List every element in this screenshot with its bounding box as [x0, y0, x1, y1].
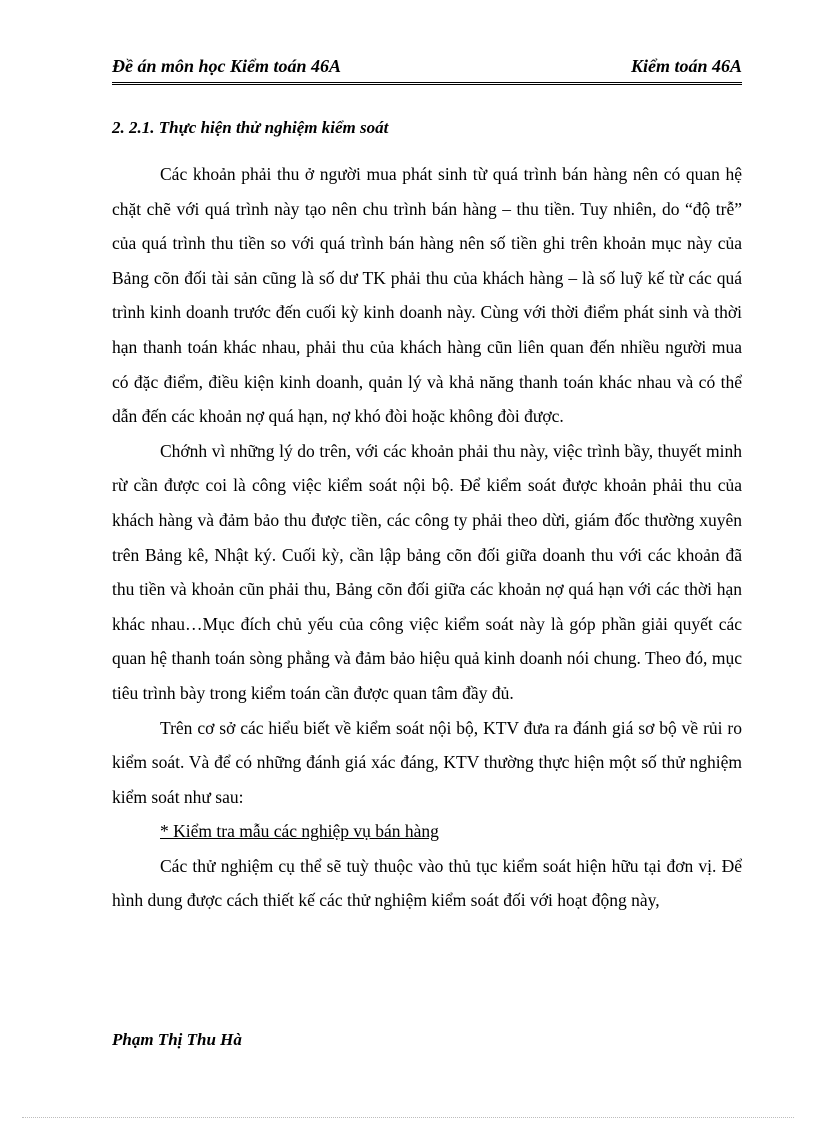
section-heading: 2. 2.1. Thực hiện thử nghiệm kiểm soát — [112, 118, 389, 137]
paragraph: Trên cơ sở các hiểu biết về kiểm soát nội bộ, KTV đưa ra đánh giá sơ bộ về rủi ro kiểm soát. Và để có những đánh giá xác đáng, KTV thường thực hiện một số thử nghiệm kiểm soát như sau: — [112, 717, 742, 807]
paragraph: Các thử nghiệm cụ thể sẽ tuỳ thuộc vào thủ tục kiểm soát hiện hữu tại đơn vị. Để hình dung được cách thiết kế các thử nghiệm kiểm soát đối với hoạt động này, — [112, 855, 742, 911]
paragraph: Các khoản phải thu ở người mua phát sinh từ quá trình bán hàng nên có quan hệ chặt chẽ với quá trình này tạo nên chu trình bán hàng – thu tiền. Tuy nhiên, do “độ trễ” của quá trình thu tiền so với quá trình bán hàng nên số tiền ghi trên khoản mục này của Bảng cõn đối tài sản cũng là số dư TK phải thu của khách hàng – là số luỹ kế từ các quá trình kinh doanh trước đến cuối kỳ kinh doanh này. Cùng với thời điểm phát sinh và thời hạn thanh toán khác nhau, phải thu của khách hàng cũn liên quan đến nhiều người mua có đặc điểm, điều kiện kinh doanh, quản lý và khả năng thanh toán khác nhau và có thể dẫn đến các khoản nợ quá hạn, nợ khó đòi hoặc không đòi được. — [112, 164, 742, 427]
document-body — [112, 157, 742, 918]
page-header — [112, 52, 742, 85]
subheading-line — [112, 814, 742, 849]
paragraph: Chớnh vì những lý do trên, với các khoản phải thu này, việc trình bầy, thuyết minh rừ cần được coi là công việc kiểm soát nội bộ. Để kiểm soát được khoản phải thu của khách hàng và đảm bảo thu được tiền, các công ty phải theo dừi, giám đốc thường xuyên trên Bảng kê, Nhật ký. Cuối kỳ, cần lập bảng cõn đối giữa doanh thu với các khoản đã thu tiền và khoản cũn phải thu, Bảng cõn đối giữa các khoản nợ quá hạn với các thời hạn khác nhau…Mục đích chủ yếu của công việc kiểm soát này là góp phần giải quyết các quan hệ thanh toán sòng phẳng và đảm bảo hiệu quả kinh doanh nói chung. Theo đó, mục tiêu trình bày trong kiểm toán cần được quan tâm đầy đủ. — [112, 440, 742, 703]
page-bottom-edge — [22, 1117, 794, 1118]
header-class-name: Kiểm toán 46A — [630, 56, 742, 76]
header-course-title: Đề án môn học Kiểm toán 46A — [112, 56, 342, 76]
subheading: * Kiểm tra mẫu các nghiệp vụ bán hàng — [160, 821, 439, 842]
footer-author: Phạm Thị Thu Hà — [112, 1030, 242, 1049]
